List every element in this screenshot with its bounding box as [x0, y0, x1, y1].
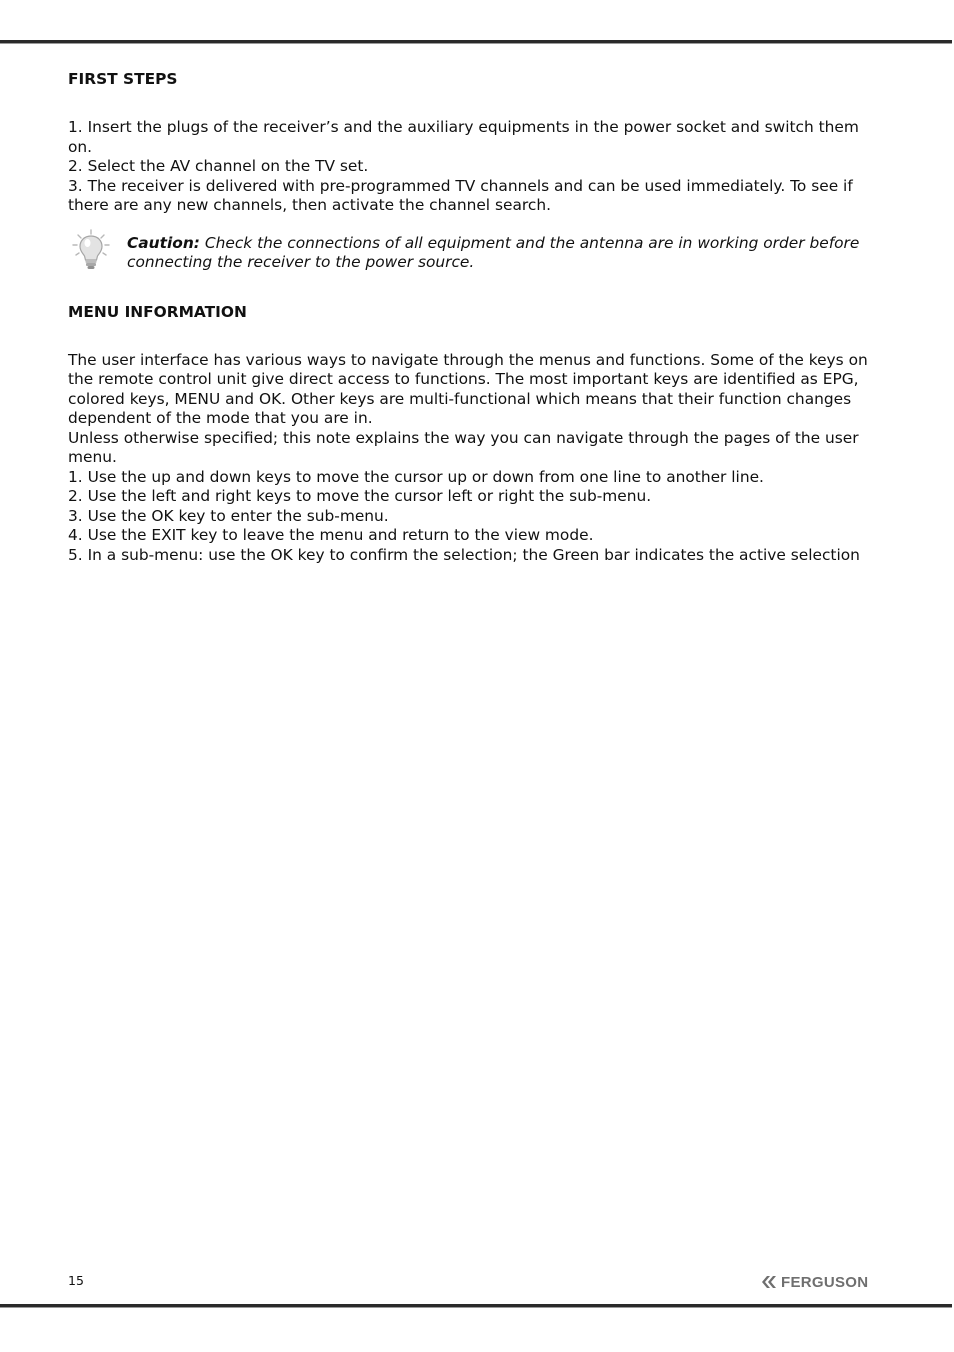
- caution-label: Caution:: [127, 233, 200, 252]
- logo-text: FERGUSON: [781, 1273, 869, 1291]
- ferguson-mark-icon: [760, 1275, 778, 1289]
- top-rule-shadow: [0, 43, 952, 44]
- menu-information-heading: MENU INFORMATION: [68, 302, 247, 321]
- bottom-rule-shadow: [0, 1307, 952, 1308]
- page-number: 15: [68, 1273, 84, 1288]
- page-content: [68, 69, 886, 565]
- lightbulb-icon: [71, 229, 111, 273]
- first-steps-body: 1. Insert the plugs of the receiver’s and the auxiliary equipments in the power socket and switch them on. 2. Select the AV channel on the TV set. 3. The receiver is delivered with pre-programmed TV channels and can be used immediately. To see if there are any new channels, then activate the channel search.: [68, 118, 859, 214]
- ferguson-logo: [760, 1273, 868, 1291]
- caution-note: [68, 234, 886, 273]
- menu-information-body: The user interface has various ways to navigate through the menus and functions. Some of the keys on the remote control unit give direct access to functions. The most important keys are identified as EPG, colored keys, MENU and OK. Other keys are multi-functional which means that their function changes dependent of the mode that you are in. Unless otherwise specified; this note explains the way you can navigate through the pages of the user menu. 1. Use the up and down keys to move the cursor up or down from one line to another line. 2. Use the left and right keys to move the cursor left or right the sub-menu. 3. Use the OK key to enter the sub-menu. 4. Use the EXIT key to leave the menu and return to the view mode. 5. In a sub-menu: use the OK key to confirm the selection; the Green bar indicates the active selection: [68, 350, 868, 564]
- caution-text: Check the connections of all equipment and the antenna are in working order before connecting the receiver to the power source.: [127, 233, 860, 271]
- first-steps-heading: FIRST STEPS: [68, 70, 178, 88]
